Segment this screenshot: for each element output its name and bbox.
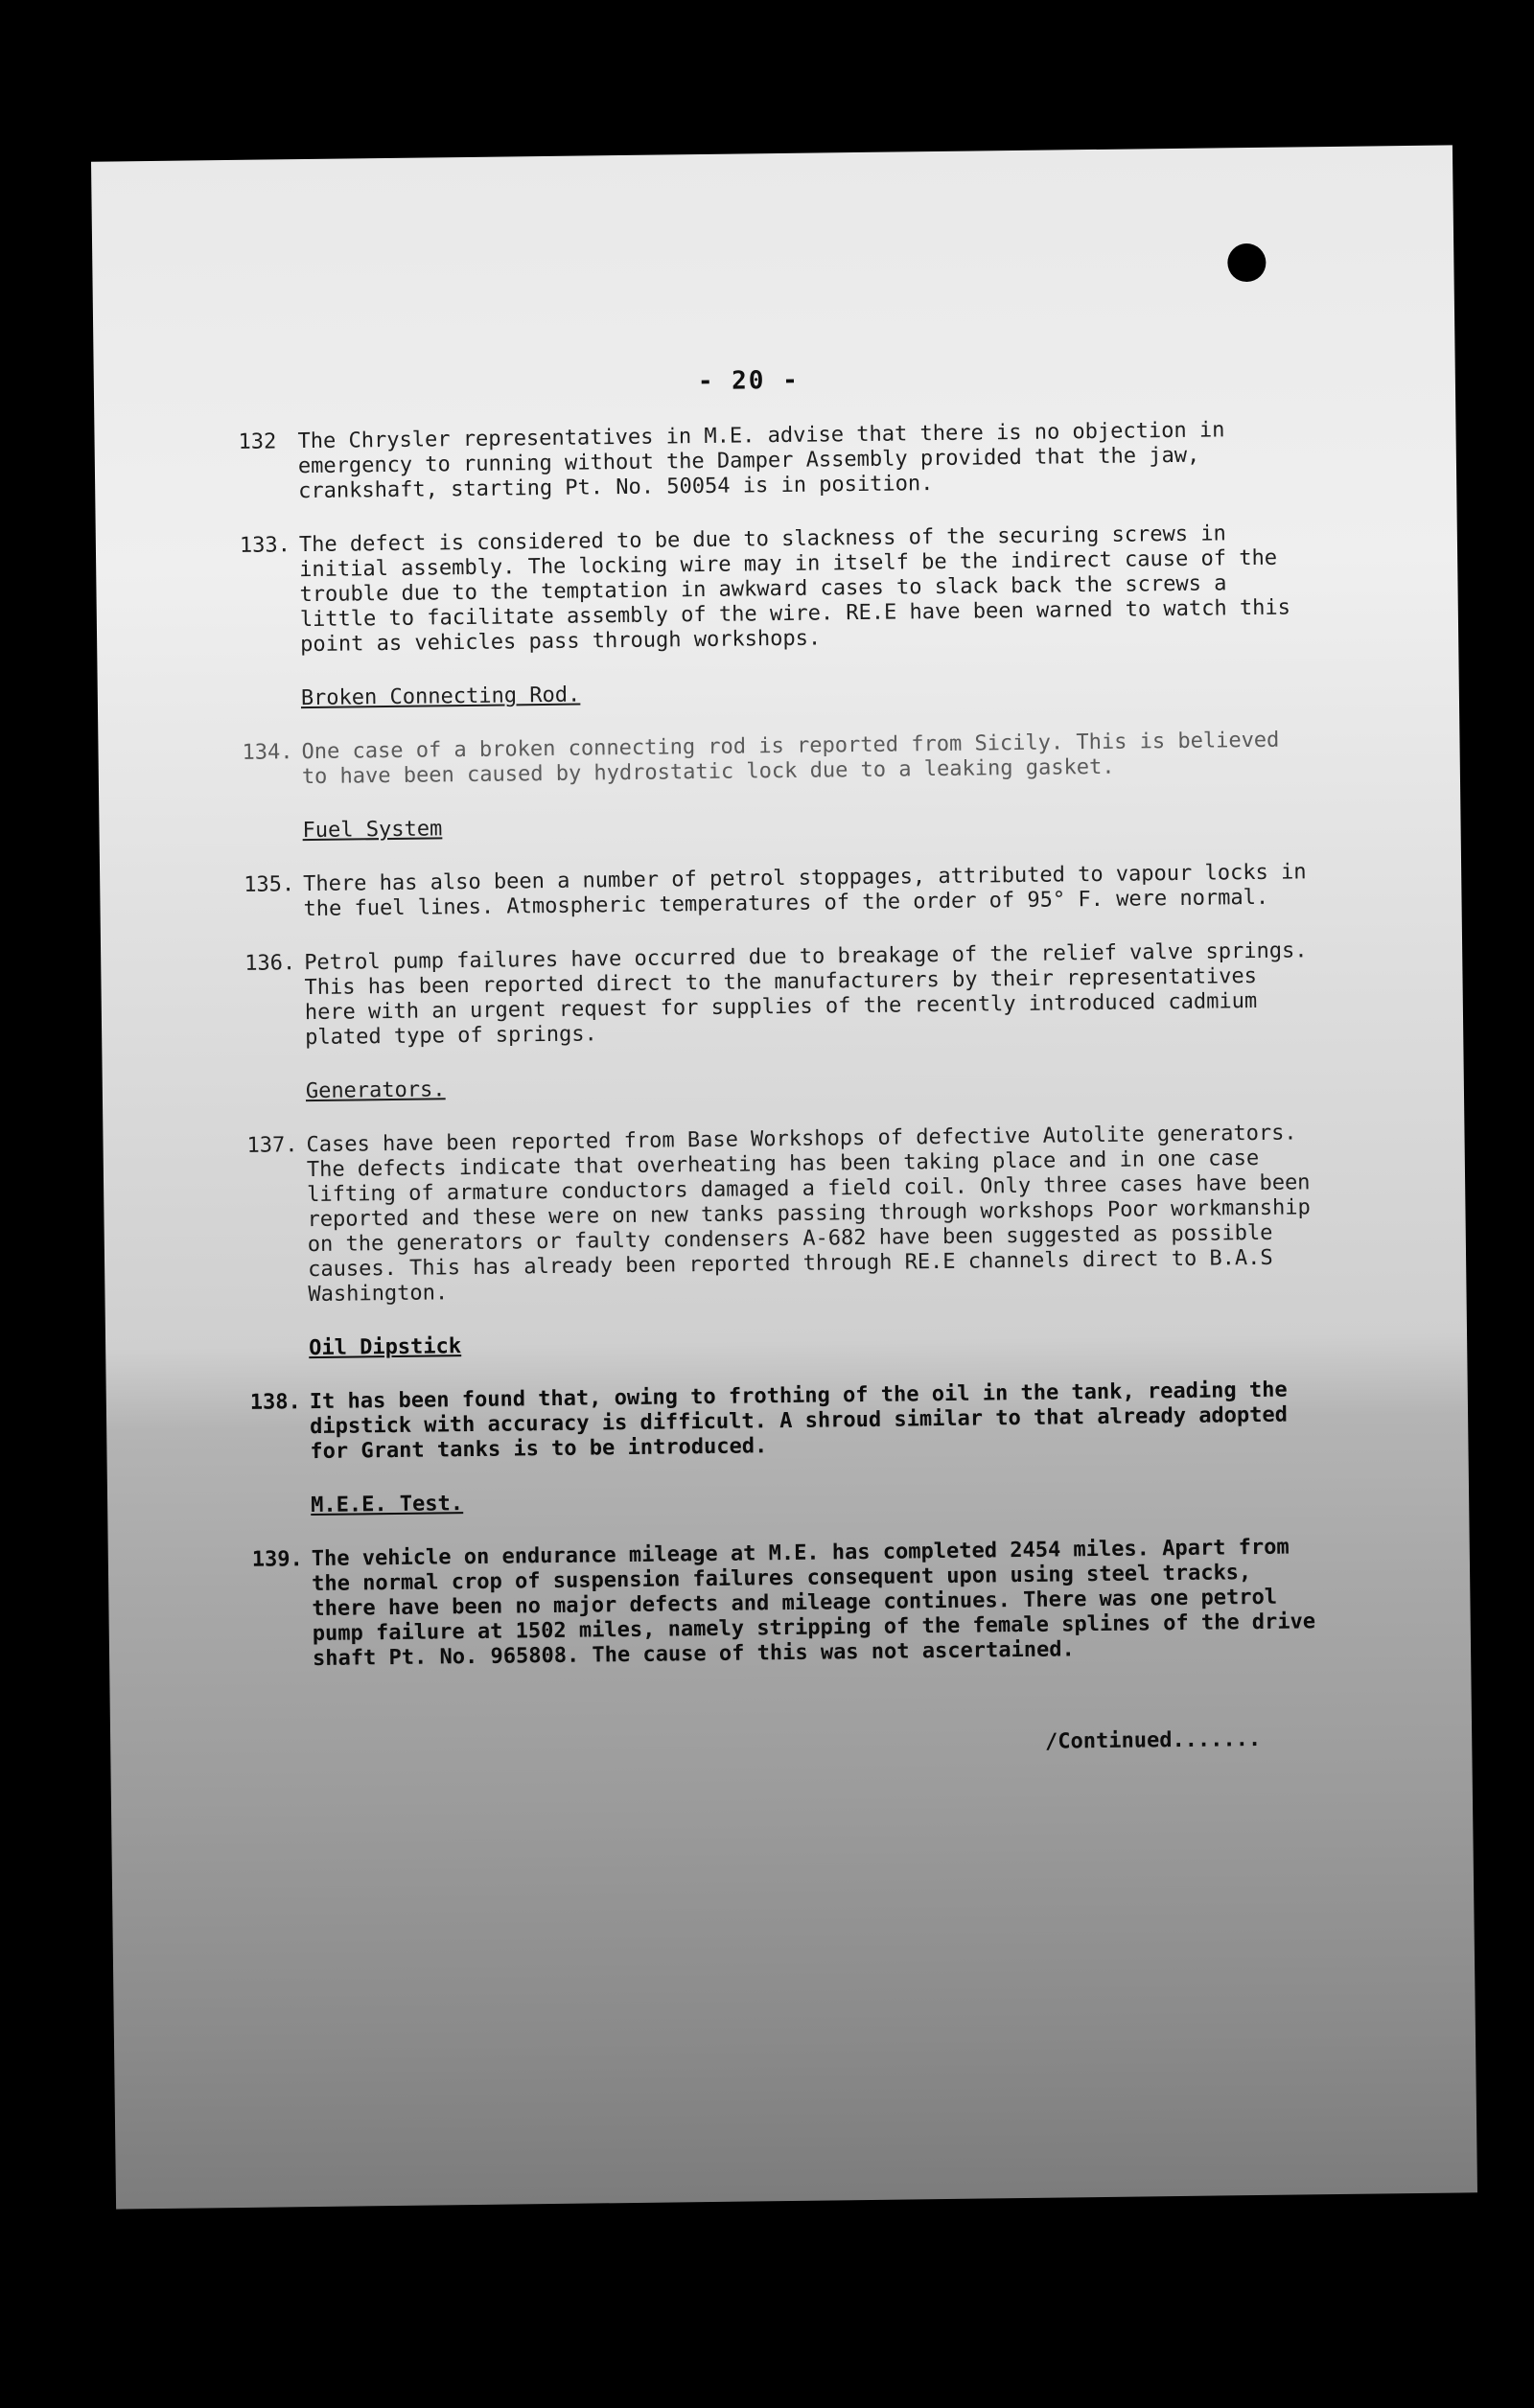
paragraph-text: Cases have been reported from Base Workshops of defective Autolite generators. The defects indicate that overheating has been taking place and in one case lifting of armature conductors damaged a field coil. Only three cases have been reported and these were on new tanks passing through workshops Poor workmanship on the generators or faulty condensers A-682 have been suggested as possible causes. This has already been reported through RE.E channels direct to B.A.S Washington.	[306, 1121, 1311, 1308]
paragraph-number: 139.	[251, 1547, 303, 1572]
document-body	[238, 417, 1318, 1764]
paragraph-136	[244, 938, 1310, 1052]
paragraph-text: The defect is considered to be due to slackness of the securing screws in initial assembly. The locking wire may in itself be the indirect cause of the trouble due to the temptation in awkward cases to slack back the screws a little to facilitate assembly of the wire. RE.E have been warned to watch this point as vehicles pass through workshops.	[298, 521, 1291, 658]
paragraph-139	[252, 1535, 1318, 1673]
paragraph-text: Petrol pump failures have occurred due to breakage of the relief valve springs. This has been reported direct to the manufacturers by their representatives here with an urgent request for supplies of the recently introduced cadmium plated type of springs.	[304, 938, 1308, 1051]
paragraph-number: 134.	[242, 740, 293, 765]
paragraph-133	[240, 521, 1306, 659]
page-number: - 20 -	[697, 365, 800, 397]
heading-fuel-system: Fuel System	[302, 817, 443, 844]
paragraph-number: 135.	[244, 872, 295, 897]
paragraph-number: 133.	[239, 533, 291, 558]
paragraph-text: One case of a broken connecting rod is reported from Sicily. This is believed to have been caused by hydrostatic lock due to a leaking gasket.	[301, 728, 1280, 790]
paragraph-number: 138.	[249, 1390, 301, 1415]
heading-generators: Generators.	[305, 1077, 446, 1104]
paragraph-number: 137.	[246, 1133, 298, 1158]
paragraph-137	[246, 1121, 1313, 1308]
paragraph-132	[238, 417, 1303, 505]
heading-mee-test: M.E.E. Test.	[310, 1492, 464, 1518]
heading-broken-connecting-rod: Broken Connecting Rod.	[300, 683, 581, 711]
paragraph-number: 132	[238, 429, 277, 454]
paragraph-text: It has been found that, owing to frothing of the oil in the tank, reading the dipstick with accuracy is difficult. A shroud similar to that already adopted for Grant tanks is to be introduced.	[309, 1378, 1289, 1465]
paragraph-135	[244, 860, 1309, 923]
punch-hole	[1227, 243, 1266, 282]
paragraph-text: The Chrysler representatives in M.E. advise that there is no objection in emergency to running without the Damper Assembly provided that the jaw, crankshaft, starting Pt. No. 50054 is in position.	[297, 418, 1225, 504]
continued-marker: /Continued.......	[1044, 1726, 1262, 1754]
paragraph-text: The vehicle on endurance mileage at M.E. has completed 2454 miles. Apart from the normal crop of suspension failures consequent upon using steel tracks, there have been no major defects and mileage continues. There was one petrol pump failure at 1502 miles, namely stripping of the female splines of the drive shaft Pt. No. 965808. The cause of this was not ascertained.	[311, 1535, 1316, 1672]
document-page	[91, 145, 1477, 2209]
paragraph-138	[250, 1378, 1315, 1466]
paragraph-134	[242, 728, 1307, 791]
paragraph-text: There has also been a number of petrol stoppages, attributed to vapour locks in the fuel lines. Atmospheric temperatures of the order of 95° F. were normal.	[303, 860, 1307, 922]
heading-oil-dipstick: Oil Dipstick	[308, 1334, 462, 1361]
paragraph-number: 136.	[244, 951, 296, 976]
